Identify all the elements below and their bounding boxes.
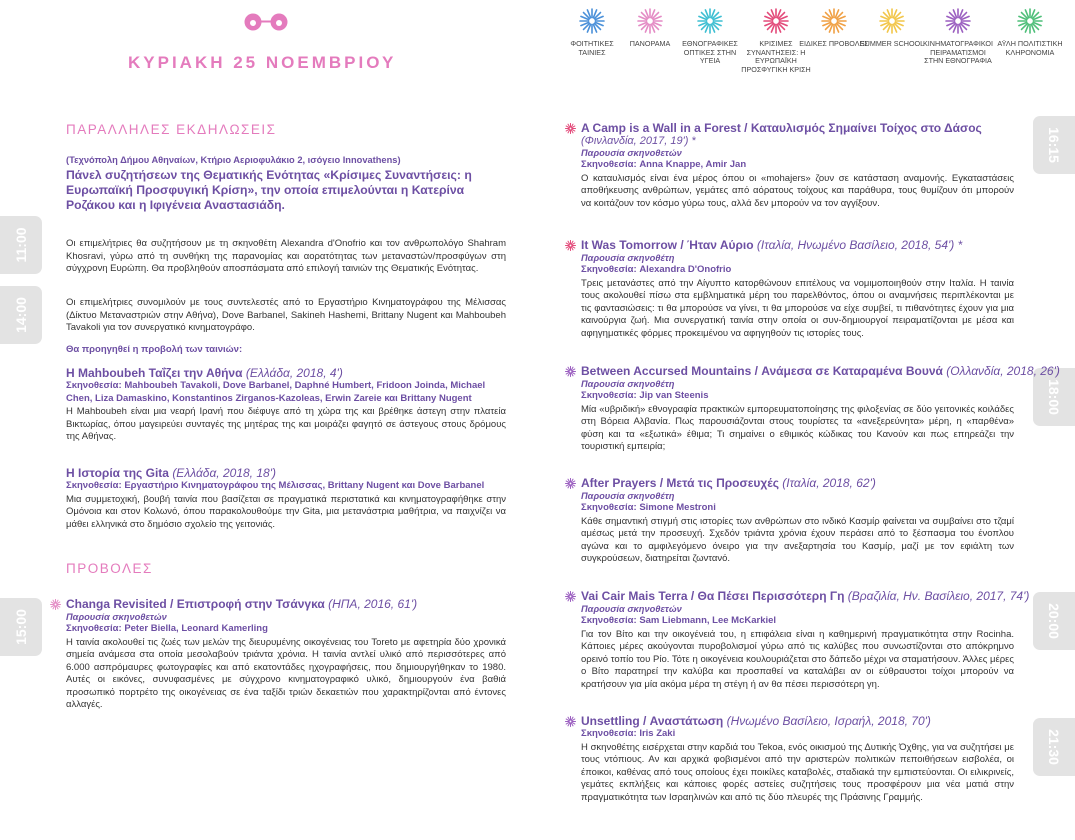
panel-paragraph-1: Οι επιμελήτριες θα συζητήσουν με τη σκηνοθέτη Alexandra d'Onofrio και τον ανθρωπολόγο Shahram Khosravi, γύρω από τη συνθήκη της παρανομίας και αορατότητας των μεταναστών/προσφύγων στη σύγχρονη Ευρώπη. Θα προβληθούν αποσπάσματα από επιλογή ταινιών της Θεματικής Ενότητας. [66, 238, 506, 275]
film-description: Η Mahboubeh είναι μια νεαρή Ιρανή που διέφυγε από τη χώρα της και βρέθηκε άστεγη στην πλατεία Βικτωρίας, όπου μαγειρεύει συνταγές της μητέρας της και μοιράζει φαγητό σε άστεγους στους δρόμους της Αθήνας. [66, 406, 506, 443]
film-presence-note: Παρουσία σκηνοθετών [581, 148, 682, 158]
film-title-line [66, 366, 506, 380]
film-description: Η ταινία ακολουθεί τις ζωές των μελών της διευρυμένης οικογένειας του Toreto με αφετηρία δύο χρονικά σημεία ανάμεσα στα οποία μεσολαβούν τριάντα χρόνια. Η ταινία αντλεί υλικό από περισσότερες από 6.000 ασπρόμαυρες φωτογραφίες και από εκατοντάδες ηχογραφήσεις, που δημιουργήθηκαν το 1980. Αυτές οι εικόνες, συνυφασμένες με σύγχρονο κινηματογραφικό υλικό, δημιουργούν ένα βαθιά προσωπικό πορτρέτο της οικογένειας σε ένα ταξίδι τριών δεκαετιών που χαρακτηρίζονται από έντονες αλλαγές. [66, 636, 506, 711]
category-summer-school [856, 8, 928, 49]
film-unsettling [581, 714, 1014, 804]
panorama-category-icon [50, 599, 61, 610]
category-label: ΕΙΔΙΚΕΣ ΠΡΟΒΟΛΕΣ [799, 39, 869, 48]
film-description: Μια συμμετοχική, βουβή ταινία που βασίζεται σε πραγματικά περιστατικά και κινηματογραφήθηκε στην Ομόνοια και στον Κολωνό, όπου παρακολουθούμε την Gita, μια μετανάστρια μαθήτρια, να παιχνίζει να μάθει ελληνικά στο δημόσιο σχολείο της γειτονιάς. [66, 493, 506, 530]
sunburst-icon [821, 8, 847, 34]
category-heritage [994, 8, 1066, 57]
experiments-category-icon [565, 478, 576, 489]
film-description: Για τον Βίτο και την οικογένειά του, η επιφάλεια είναι η καθημερινή πραγματικότητα στην Rocinha. Κάποιες μέρες ακούγονται πυροβολισμοί γύρω από τις καλύβες που συνωστίζονται στο απόκρημνο ορεινό τοπίο του Ρίο. Τότε η οικογένεια κουλουριάζεται στο δάπεδο μέχρι να σταματήσουν. Άλλες μέρες ο Βίτο παρατηρεί την καλύβα και προσπαθεί να καταλάβει αν οι εύθραυστοι τοίχοι μπορούν να κρατήσουν για μία ακόμα μέρα τη στέγη ή αν θα πέσει περισσότερη γη. [581, 628, 1014, 690]
film-presence-note: Παρουσία σκηνοθετών [66, 612, 167, 622]
film-director: Σκηνοθεσία: Εργαστήριο Κινηματογράφου της Μέλισσας, Brittany Nugent και Dove Barbanel [66, 480, 485, 491]
film-title-line [66, 466, 506, 480]
sunburst-icon [579, 8, 605, 34]
film-after-prayers [581, 476, 1014, 566]
film-meta: (Ιταλία, Ηνωμένο Βασίλειο, 2018, 54') * [756, 238, 963, 252]
time-label: 20:00 [1046, 603, 1062, 639]
time-label: 14:00 [13, 297, 29, 333]
experiments-category-icon [565, 366, 576, 377]
film-it-was-tomorrow [581, 238, 1014, 340]
precede-note: Θα προηγηθεί η προβολή των ταινιών: [66, 344, 243, 355]
category-experiments [922, 8, 994, 66]
time-label: 21:30 [1046, 729, 1062, 765]
venue-text: (Τεχνόπολη Δήμου Αθηναίων, Κτήριο Αεριοφυλάκιο 2, ισόγειο Innovathens) [66, 155, 401, 165]
film-meta: (Ελλάδα, 2018, 4') [245, 366, 343, 380]
film-title: A Camp is a Wall in a Forest / Καταυλισμός Σημαίνει Τοίχος στο Δάσος [581, 121, 982, 135]
film-title-line [581, 364, 1060, 378]
category-legend [556, 8, 1068, 92]
film-presence-note: Παρουσία σκηνοθετών [581, 604, 682, 614]
film-meta: (Ολλανδία, 2018, 26') [946, 364, 1060, 378]
film-director: Σκηνοθεσία: Alexandra D'Onofrio [581, 264, 732, 275]
category-label: ΠΑΝΟΡΑΜΑ [629, 39, 671, 48]
parallel-events-heading: ΠΑΡΑΛΛΗΛΕΣ ΕΚΔΗΛΩΣΕΙΣ [66, 122, 277, 137]
category-health [674, 8, 746, 66]
day-title: ΚΥΡΙΑΚΗ 25 ΝΟΕΜΒΡΙΟΥ [128, 53, 397, 72]
film-title-line [66, 597, 506, 611]
experiments-category-icon [565, 716, 576, 727]
category-label: ΚΙΝΗΜΑΤΟΓΡΑΦΙΚΟΙ ΠΕΙΡΑΜΑΤΙΣΜΟΙ ΣΤΗΝ ΕΘΝΟΓΡΑΦΙΑ [923, 39, 993, 66]
film-director: Σκηνοθεσία: Mahboubeh Tavakoli, Dove Barbanel, Daphné Humbert, Fridoon Joinda, Michael Chen, Liza Damaskino, Konstantinos Zirganos-Kazoleas, Erwin Zareie και Brittany Nugent [66, 380, 486, 404]
refugee-crisis-category-icon [565, 240, 576, 251]
panel-title: Πάνελ συζητήσεων της Θεματικής Ενότητας «Κρίσιμες Συναντήσεις: η Ευρωπαϊκή Προσφυγική Κρίση», την οποία επιμελούνται η Κατερίνα Ροζάκου και η Ιφιγένεια Αναστασιάδη. [66, 168, 472, 212]
category-label: ΕΘΝΟΓΡΑΦΙΚΕΣ ΟΠΤΙΚΕΣ ΣΤΗΝ ΥΓΕΙΑ [682, 39, 738, 66]
film-director: Σκηνοθεσία: Iris Zaki [581, 728, 676, 739]
film-description: Τρεις μετανάστες από την Αίγυπτο κατορθώνουν επιτέλους να νομιμοποιηθούν στην Ιταλία. Η ταινία τους ακολουθεί πίσω στα εμβληματικά μέρη του παρελθόντος, όπου οι αναμνήσεις περιπλέκονται με τις φαντασιώσεις: τι θα μπορούσε να γίνει, τι θα μπορούσε να είχε συμβεί, τι πιθανότητες έχουν για μια καινούργια ζωή. Μια συνεργατική ταινία στην οποία οι συν-δημιουργοί πειραματίζονται με μέσα και αφηγηματικές φόρμες προκειμένου να αφηγηθούν τις ιστορίες τους. [581, 277, 1014, 339]
refugee-crisis-category-icon [565, 123, 576, 134]
category-label: ΦΟΙΤΗΤΙΚΕΣ ΤΑΙΝΙΕΣ [570, 39, 614, 57]
film-title: Changa Revisited / Επιστροφή στην Τσάνγκα [66, 597, 325, 611]
sunburst-icon [763, 8, 789, 34]
film-meta: (Ιταλία, 2018, 62') [782, 476, 876, 490]
film-description: Κάθε σημαντική στιγμή στις ιστορίες των ανθρώπων στο ινδικό Κασμίρ φαίνεται να συμβαίνει στο τζαμί αμέσως μετά την προσευχή. Σχεδόν τριάντα χρόνια έχουν περάσει από το ξέσπασμα του ένοπλου αγώνα και το αμφιλεγόμενο όνειρο για την ανεξαρτησία του Κασμίρ, μαζί με τον εφιάλτη των συγκρούσεων, διατηρείται ζωντανό. [581, 515, 1014, 565]
sunburst-icon [879, 8, 905, 34]
film-title-line [581, 476, 1014, 490]
film-presence-note: Παρουσία σκηνοθέτη [581, 379, 675, 389]
film-director: Σκηνοθεσία: Sam Liebmann, Lee McKarkiel [581, 615, 777, 626]
film-vai-cair-mais-terra [581, 589, 1030, 691]
film-director: Σκηνοθεσία: Peter Biella, Leonard Kamerling [66, 623, 268, 634]
sunburst-icon [637, 8, 663, 34]
film-director: Σκηνοθεσία: Anna Knappe, Amir Jan [581, 159, 747, 170]
time-tab-1615 [1033, 116, 1075, 174]
film-title-line [581, 238, 1014, 252]
film-director: Σκηνοθεσία: Jip van Steenis [581, 390, 709, 401]
film-description: Μία «υβριδική» εθνογραφία πρακτικών εμπορευματοποίησης της φιλοξενίας σε δύο γειτονικές κοιλάδες στη Βόρεια Αλβανία. Πως παρουσιάζονται στους τουρίστες τα «ανεξερεύνητα» μέρη, η «παρθένα» φύση και τα «εξωτικά» έθιμα; Τι σημαίνει ο εθιμικός κώδικας του Κανούν και πως επηρεάζει την τουριστική εμπειρία; [581, 403, 1014, 453]
time-tab-2130 [1033, 718, 1075, 776]
film-presence-note: Παρουσία σκηνοθέτη [581, 491, 675, 501]
film-title: Unsettling / Αναστάτωση [581, 714, 724, 728]
film-meta: (Βραζιλία, Ην. Βασίλειο, 2017, 74') [847, 589, 1030, 603]
time-tab-2000 [1033, 592, 1075, 650]
film-title: Η Ιστορία της Gita [66, 466, 169, 480]
film-title-line [581, 589, 1030, 603]
film-director: Σκηνοθεσία: Simone Mestroni [581, 502, 716, 513]
film-mahboubeh [66, 366, 506, 444]
film-presence-note: Παρουσία σκηνοθέτη [581, 253, 675, 263]
film-title: After Prayers / Μετά τις Προσευχές [581, 476, 779, 490]
category-label: ΚΡΙΣΙΜΕΣ ΣΥΝΑΝΤΗΣΕΙΣ: Η ΕΥΡΩΠΑΪΚΗ ΠΡΟΣΦΥΓΙΚΗ ΚΡΙΣΗ [741, 39, 811, 74]
screenings-heading: ΠΡΟΒΟΛΕΣ [66, 561, 153, 576]
film-title: It Was Tomorrow / Ήταν Αύριο [581, 238, 754, 252]
time-label: 18:00 [1046, 379, 1062, 415]
film-title: Η Mahboubeh Ταΐζει την Αθήνα [66, 366, 243, 380]
sunburst-icon [945, 8, 971, 34]
time-label: 11:00 [13, 227, 29, 263]
sunburst-icon [697, 8, 723, 34]
time-label: 15:00 [13, 609, 29, 645]
film-title: Vai Cair Mais Terra / Θα Πέσει Περισσότερη Γη [581, 589, 845, 603]
time-tab-1100 [0, 216, 42, 274]
sunburst-icon [1017, 8, 1043, 34]
time-tab-1400 [0, 286, 42, 344]
film-gita [66, 466, 506, 531]
film-a-camp-is-a-wall [581, 121, 1014, 210]
film-meta: (Ελλάδα, 2018, 18') [172, 466, 276, 480]
time-tab-1500 [0, 598, 42, 656]
film-description: Ο καταυλισμός είναι ένα μέρος όπου οι «mohajers» ζουν σε κατάσταση αναμονής. Εγκαταστάσεις αποθήκευσης ανθρώπων, γεμάτες από αόρατους τοίχους και παράθυρα, τους θυμίζουν ότι μπορούν να κοιτάζουν τον κόσμο γύρω τους, αλλά δεν μπορούν να τον αγγίξουν. [581, 172, 1014, 209]
film-changa [66, 597, 506, 712]
film-meta: (Φινλανδία, 2017, 19') * [581, 135, 696, 147]
experiments-category-icon [565, 591, 576, 602]
film-meta: (ΗΠΑ, 2016, 61') [328, 597, 418, 611]
time-label: 16:15 [1046, 127, 1062, 163]
film-title-line [581, 714, 1014, 728]
film-description: Η σκηνοθέτης εισέρχεται στην καρδιά του Tekoa, ενός οικισμού της Δυτικής Όχθης, για να συζητήσει με τους ντόπιους. Αν και αρχικά φοβισμένοι από την αριστερών πολιτικών πεποιθήσεων εισβολέα, οι έποικοι, καθένας από τους οποίους έχει ποικίλες καταβολές, σταδιακά την εμπιστεύονται. Οι ειλικρινείς, γεμάτες εκπλήξεις και κάποιες φορές αστείες συζητήσεις τους προσφέρουν μια νέα ματιά στην πραγματικότητα των Ισραηλινών και από τις δύο πλευρές της Πράσινης Γραμμής. [581, 741, 1014, 803]
festival-logo-icon [243, 12, 289, 32]
film-title: Between Accursed Mountains / Ανάμεσα σε Καταραμένα Βουνά [581, 364, 943, 378]
category-label: SUMMER SCHOOL [859, 39, 925, 48]
category-label: ΑΫΛΗ ΠΟΛΙΤΙΣΤΙΚΗ ΚΛΗΡΟΝΟΜΙΑ [997, 39, 1063, 57]
film-meta: (Ηνωμένο Βασίλειο, Ισραήλ, 2018, 70') [726, 714, 931, 728]
panel-paragraph-2: Οι επιμελήτριες συνομιλούν με τους συντελεστές από το Εργαστήριο Κινηματογράφου της Μέλισσας (Δίκτυο Μεταναστριών στην Αθήνα), Dove Barbanel, Sakineh Hashemi, Brittany Nugent και Mahboubeh Tavakoli για τον συνεργατικό κινηματογράφο. [66, 297, 506, 334]
